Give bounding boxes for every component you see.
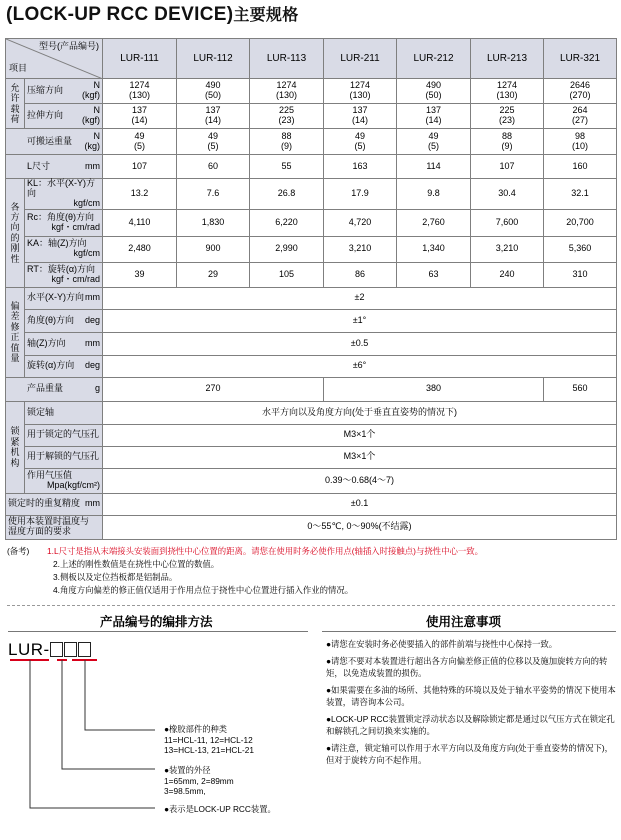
- item-label: 项目: [9, 63, 28, 74]
- row-label: 用于锁定的气压孔: [25, 424, 103, 446]
- table-cell: 49 (5): [103, 129, 177, 155]
- table-cell: 49 (5): [324, 129, 397, 155]
- table-cell: 88 (9): [471, 129, 544, 155]
- table-cell: 63: [397, 262, 471, 287]
- group-offset: 偏差修正值量: [6, 287, 25, 377]
- code-bracket-lines: [0, 655, 180, 815]
- rubber-legend: ●橡胶部件的种类 11=HCL-11, 12=HCL-12 13=HCL-13, 21=HCL-21: [164, 724, 254, 755]
- model-header: LUR-213: [471, 39, 544, 79]
- device-legend: ●表示是LOCK-UP RCC装置。: [164, 804, 276, 814]
- table-cell: ±1°: [103, 309, 617, 332]
- row-label: 轴(Z)方向 mm: [25, 332, 103, 355]
- table-cell: 310: [544, 262, 617, 287]
- table-cell: 137 (14): [177, 104, 250, 129]
- divider: [8, 631, 308, 632]
- table-row: [6, 332, 617, 355]
- row-label: 作用气压值 Mpa(kgf/cm²): [25, 468, 103, 493]
- table-cell: 1,830: [177, 209, 250, 236]
- table-cell: 105: [250, 262, 324, 287]
- row-label: KA：轴(Z)方向 kgf/cm: [25, 236, 103, 262]
- table-row: [6, 401, 617, 424]
- row-label: L尺寸 mm: [6, 155, 103, 179]
- table-cell: 2,480: [103, 236, 177, 262]
- table-cell: 49 (5): [177, 129, 250, 155]
- table-row: [6, 355, 617, 377]
- table-cell: 380: [324, 377, 544, 401]
- table-cell: 900: [177, 236, 250, 262]
- table-cell: 240: [471, 262, 544, 287]
- table-row: [6, 309, 617, 332]
- row-label: 锁定时的重复精度 mm: [6, 493, 103, 515]
- table-cell: 98 (10): [544, 129, 617, 155]
- diameter-legend: ●装置的外径 1=65mm, 2=89mm 3=98.5mm,: [164, 765, 234, 796]
- table-cell: 7,600: [471, 209, 544, 236]
- table-cell: 137 (14): [324, 104, 397, 129]
- table-cell: M3×1个: [103, 424, 617, 446]
- table-cell: 114: [397, 155, 471, 179]
- table-cell: 163: [324, 155, 397, 179]
- table-cell: 13.2: [103, 179, 177, 210]
- table-row: [6, 424, 617, 446]
- spec-table: [5, 38, 617, 540]
- row-label: Rc：角度(θ)方向 kgf・cm/rad: [25, 209, 103, 236]
- table-cell: 6,220: [250, 209, 324, 236]
- table-cell: 0.39～0.68(4～7): [103, 468, 617, 493]
- list-item: ●如果需要在多油的场所、其他特殊的环境以及处于轴水平姿势的情况下使用本装置，请咨询本公司。: [326, 684, 616, 707]
- table-cell: ±2: [103, 287, 617, 309]
- table-row: [6, 236, 617, 262]
- row-label: 拉伸方向 N (kgf): [25, 104, 103, 129]
- page-title: (LOCK-UP RCC DEVICE)主要规格: [6, 4, 299, 25]
- table-cell: 88 (9): [250, 129, 324, 155]
- table-cell: 2646 (270): [544, 79, 617, 104]
- table-cell: ±6°: [103, 355, 617, 377]
- table-cell: 49 (5): [397, 129, 471, 155]
- table-cell: 490 (50): [177, 79, 250, 104]
- model-header: LUR-321: [544, 39, 617, 79]
- table-cell: ±0.1: [103, 493, 617, 515]
- table-row: [6, 493, 617, 515]
- table-cell: 26.8: [250, 179, 324, 210]
- table-cell: 30.4: [471, 179, 544, 210]
- row-label: 产品重量 g: [6, 377, 103, 401]
- list-item: ●LOCK-UP RCC装置锁定浮动状态以及解除锁定都是通过以气压方式在锁定孔和解锁孔之间切换来实施的。: [326, 713, 615, 736]
- table-cell: 560: [544, 377, 617, 401]
- model-header: LUR-111: [103, 39, 177, 79]
- table-row: [6, 179, 617, 210]
- table-cell: 270: [103, 377, 324, 401]
- table-cell: 29: [177, 262, 250, 287]
- table-cell: 137 (14): [397, 104, 471, 129]
- table-cell: 264 (27): [544, 104, 617, 129]
- divider: [322, 631, 616, 632]
- product-code: LUR-: [8, 640, 92, 660]
- header-row: [6, 39, 617, 79]
- table-row: [6, 104, 617, 129]
- row-label: RT：旋转(α)方向 kgf・cm/rad: [25, 262, 103, 287]
- model-label: 型号(产品编号): [39, 41, 99, 51]
- table-cell: 1274 (130): [471, 79, 544, 104]
- row-label: KL：水平(X-Y)方向 kgf/cm: [25, 179, 103, 210]
- table-cell: 60: [177, 155, 250, 179]
- row-label: 水平(X-Y)方向 mm: [25, 287, 103, 309]
- table-cell: 1274 (130): [250, 79, 324, 104]
- table-cell: 32.1: [544, 179, 617, 210]
- group-lock: 锁紧机构: [6, 401, 25, 493]
- list-item: ●请注意，锁定轴可以作用于水平方向以及角度方向(处于垂直姿势的情况下)，但对于旋转方向不起作用。: [326, 742, 614, 765]
- table-cell: 水平方向以及角度方向(处于垂直直姿势的情况下): [103, 401, 617, 424]
- table-cell: 5,360: [544, 236, 617, 262]
- table-cell: 0～55℃, 0～90%(不结露): [103, 515, 617, 539]
- header-corner: [6, 39, 103, 79]
- table-row: [6, 209, 617, 236]
- table-cell: 1274 (130): [324, 79, 397, 104]
- table-cell: 2,990: [250, 236, 324, 262]
- table-cell: 4,720: [324, 209, 397, 236]
- usage-title: 使用注意事项: [426, 615, 502, 629]
- table-cell: 1274 (130): [103, 79, 177, 104]
- row-label: 使用本装置时温度与 湿度方面的要求: [6, 515, 103, 539]
- row-label: 可搬运重量 N (kg): [6, 129, 103, 155]
- table-row: [6, 79, 617, 104]
- table-cell: 2,760: [397, 209, 471, 236]
- table-cell: 3,210: [324, 236, 397, 262]
- row-label: 压缩方向 N (kgf): [25, 79, 103, 104]
- table-cell: 225 (23): [471, 104, 544, 129]
- list-item: ●请您在安装时务必使要插入的部件前端与挠性中心保持一致。: [326, 639, 558, 649]
- numbering-title: 产品编号的编排方法: [100, 615, 213, 629]
- usage-list: [326, 638, 616, 771]
- row-label: 角度(θ)方向 deg: [25, 309, 103, 332]
- table-row: [6, 262, 617, 287]
- table-row: [6, 155, 617, 179]
- table-cell: 490 (50): [397, 79, 471, 104]
- table-row: [6, 446, 617, 468]
- model-header: LUR-211: [324, 39, 397, 79]
- table-cell: 20,700: [544, 209, 617, 236]
- model-header: LUR-113: [250, 39, 324, 79]
- table-cell: 1,340: [397, 236, 471, 262]
- table-cell: 9.8: [397, 179, 471, 210]
- table-cell: 7.6: [177, 179, 250, 210]
- table-row: [6, 129, 617, 155]
- table-cell: 17.9: [324, 179, 397, 210]
- table-cell: 107: [103, 155, 177, 179]
- table-row: [6, 468, 617, 493]
- notes: (备考) 1.L尺寸是指从末端接头安装面到挠性中心位置的距离。请您在使用时务必使作用点(轴插入时接触点)与挠性中心一致。 2.上述的刚性数值是在挠性中心位置的数值。 3.侧板以及定位挡板都是铝制品。 4.角度方向偏差的修正值仅适用于作用点位于挠性中心位置进行插入作业的情况。: [7, 546, 483, 595]
- table-row: [6, 287, 617, 309]
- model-header: LUR-112: [177, 39, 250, 79]
- table-cell: 107: [471, 155, 544, 179]
- table-cell: M3×1个: [103, 446, 617, 468]
- table-row: [6, 515, 617, 539]
- table-cell: 3,210: [471, 236, 544, 262]
- group-load: 允许载荷: [6, 79, 25, 129]
- divider: [7, 605, 615, 606]
- table-cell: 39: [103, 262, 177, 287]
- table-cell: 225 (23): [250, 104, 324, 129]
- table-row: [6, 377, 617, 401]
- group-stiffness: 各方向的刚性: [6, 179, 25, 288]
- row-label: 用于解锁的气压孔: [25, 446, 103, 468]
- row-label: 旋转(α)方向 deg: [25, 355, 103, 377]
- table-cell: 137 (14): [103, 104, 177, 129]
- table-cell: 86: [324, 262, 397, 287]
- list-item: ●请您不要对本装置进行超出各方向偏差修正值的位移以及施加旋转方向的转矩，以免造成装置的损伤。: [326, 655, 608, 678]
- row-label: 锁定轴: [25, 401, 103, 424]
- table-cell: 4,110: [103, 209, 177, 236]
- model-header: LUR-212: [397, 39, 471, 79]
- table-cell: 55: [250, 155, 324, 179]
- table-cell: 160: [544, 155, 617, 179]
- table-cell: ±0.5: [103, 332, 617, 355]
